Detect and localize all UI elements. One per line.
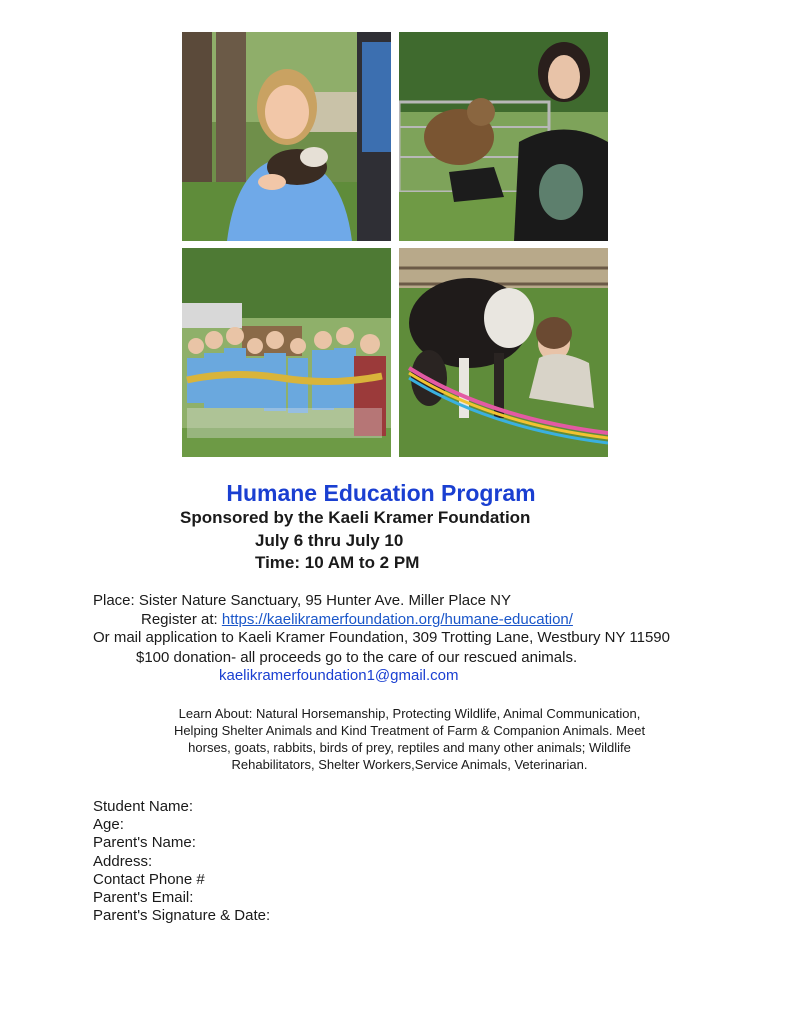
- sponsor-line: Sponsored by the Kaeli Kramer Foundation: [180, 508, 531, 527]
- photo-group-with-snake: [182, 248, 391, 457]
- program-time: Time: 10 AM to 2 PM: [255, 553, 420, 572]
- mail-line: Or mail application to Kaeli Kramer Foundation, 309 Trotting Lane, Westbury NY 11590: [93, 629, 670, 646]
- learn-about-paragraph: Learn About: Natural Horsemanship, Protecting Wildlife, Animal Communication, Helping Shelter Animals and Kind Treatment of Farm & Companion Animals. Meet horses, goats, rabbits, birds of prey, reptiles and many other animals; Wildlife Rehabilitators, Shelter Workers,Service Animals, Veterinarian.: [173, 706, 646, 772]
- form-field-signature-date: Parent's Signature & Date:: [93, 907, 271, 925]
- contact-email-link[interactable]: kaelikramerfoundation1@gmail.com: [219, 667, 459, 684]
- place-line: Place: Sister Nature Sanctuary, 95 Hunter Ave. Miller Place NY: [93, 592, 511, 609]
- form-field-student-name: Student Name:: [93, 798, 194, 815]
- form-field-parent-name: Parent's Name:: [93, 834, 196, 852]
- program-title: Humane Education Program: [226, 480, 536, 506]
- registration-form: [93, 798, 270, 925]
- donation-line: $100 donation- all proceeds go to the care of our rescued animals.: [136, 649, 578, 666]
- program-dates: July 6 thru July 10: [255, 531, 404, 550]
- photo-pony-with-girl: [399, 248, 608, 457]
- photo-girl-with-guinea-pig: [182, 32, 391, 241]
- form-field-address: Address:: [93, 852, 153, 870]
- form-field-parent-email: Parent's Email:: [93, 889, 194, 907]
- photo-teen-with-owl: [399, 32, 608, 241]
- form-field-age: Age:: [93, 816, 124, 834]
- form-field-contact-phone: Contact Phone #: [93, 870, 205, 888]
- register-line: [141, 611, 573, 628]
- register-link[interactable]: https://kaelikramerfoundation.org/humane-education/: [221, 611, 573, 628]
- register-label: Register at:: [141, 611, 222, 628]
